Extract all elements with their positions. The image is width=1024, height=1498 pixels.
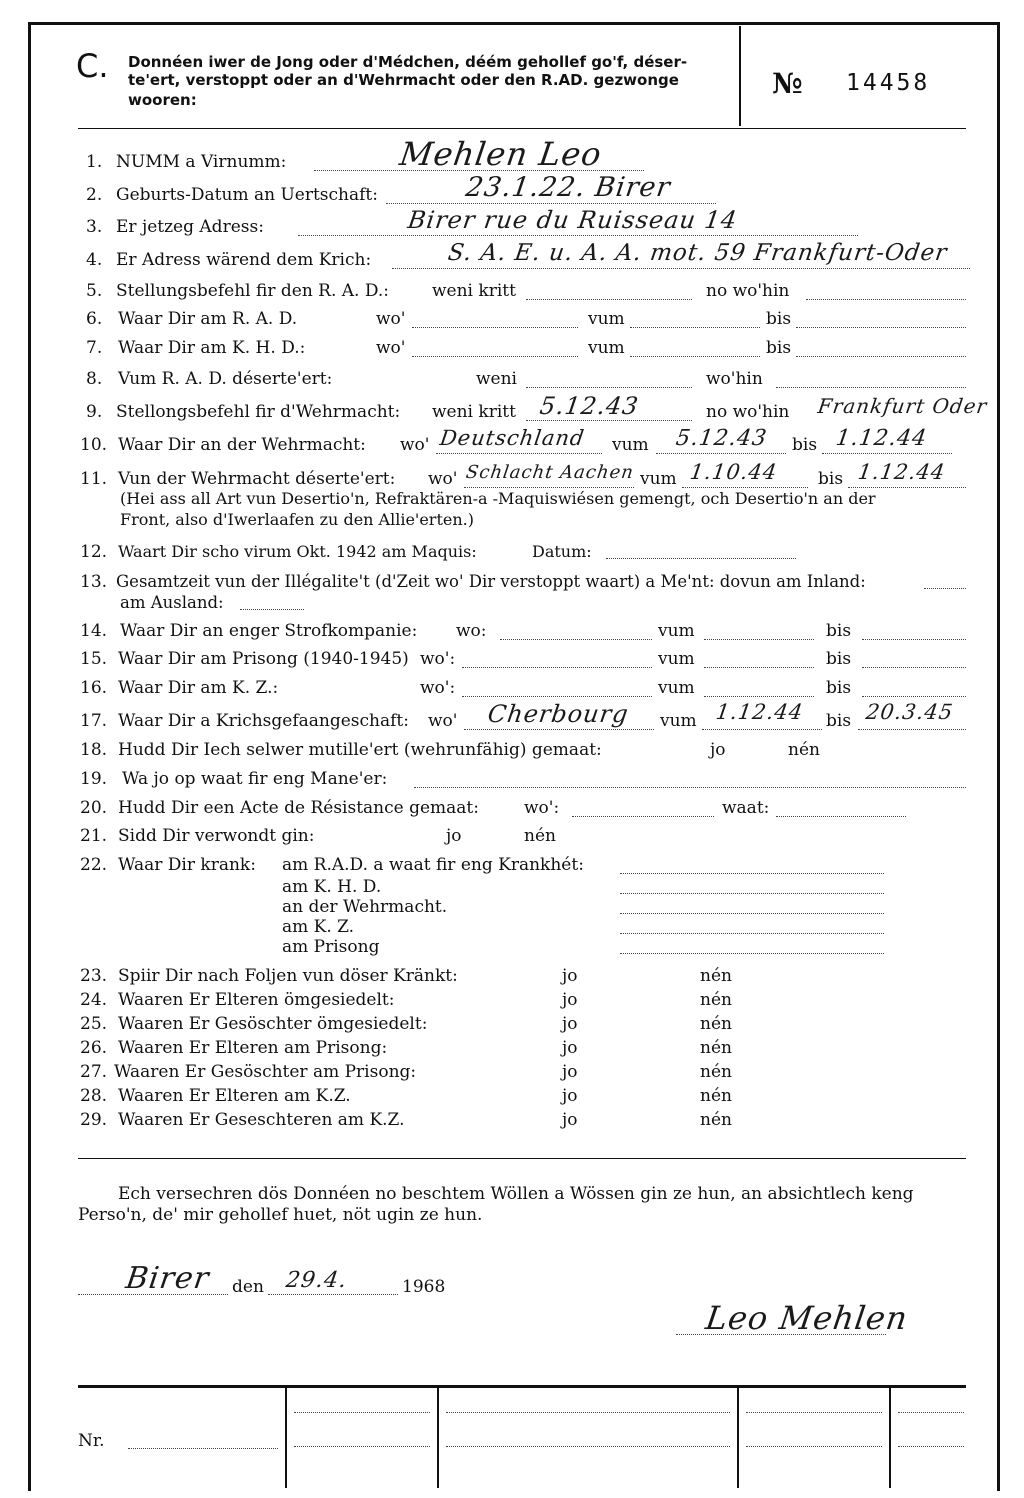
row-14-bis: bis: [826, 621, 852, 641]
row-16-bis-line: [862, 696, 966, 697]
row-5-weni-kritt: weni kritt: [432, 281, 516, 301]
row-29-jo: jo: [562, 1110, 578, 1130]
row-13-label: Gesamtzeit vun der Illégalite't (d'Zeit wo' Dir verstoppt waart) a Me'nt: dovun am Inland:: [116, 572, 866, 591]
row-14-label: Waar Dir an enger Strofkompanie:: [120, 621, 418, 641]
row-16-wo: wo':: [420, 678, 456, 698]
row-25-number: 25.: [80, 1014, 108, 1034]
footer-field-2a: [446, 1412, 730, 1413]
footer-nr-label: Nr.: [78, 1431, 105, 1451]
row-15-bis: bis: [826, 649, 852, 669]
row-22-kz-line: [620, 933, 884, 934]
row-15-wo-line: [462, 667, 652, 668]
row-25-label: Waaren Er Gesöschter ömgesiedelt:: [118, 1014, 428, 1034]
row-23-nen: nén: [700, 966, 732, 986]
row-14-number: 14.: [80, 621, 108, 641]
row-20-waat-line: [776, 816, 906, 817]
row-27-jo: jo: [562, 1062, 578, 1082]
date-year: 1968: [402, 1277, 446, 1297]
row-15-number: 15.: [80, 649, 108, 669]
row-4-number: 4.: [86, 250, 103, 270]
footer-nr-line: [128, 1448, 278, 1449]
date-handwritten: 29.4.: [284, 1268, 349, 1293]
row-3-handwritten-address: Birer rue du Ruisseau 14: [406, 206, 740, 234]
row-6-vum: vum: [588, 309, 625, 329]
row-26-nen: nén: [700, 1038, 732, 1058]
row-8-wohin-line: [776, 387, 966, 388]
row-17-wo-line: [464, 729, 654, 730]
place-handwritten: Birer: [123, 1261, 212, 1296]
row-19-number: 19.: [80, 769, 108, 789]
row-9-date-line: [526, 420, 692, 421]
row-6-wo: wo': [376, 309, 406, 329]
row-7-wo-line: [412, 356, 578, 357]
row-20-number: 20.: [80, 798, 108, 818]
row-11-bis: bis: [818, 469, 844, 489]
row-22-prisong-line: [620, 953, 884, 954]
header-divider: [739, 26, 741, 126]
footer-field-3a: [746, 1412, 882, 1413]
footer-col-4: [889, 1388, 891, 1488]
row-12-datum: Datum:: [532, 542, 592, 561]
footer-field-1b: [294, 1446, 430, 1447]
row-22-sub-kz: am K. Z.: [282, 917, 355, 937]
row-11-wo: wo': [428, 469, 458, 489]
row-6-bis-line: [796, 327, 966, 328]
row-25-nen: nén: [700, 1014, 732, 1034]
row-7-label: Waar Dir am K. H. D.:: [118, 338, 306, 358]
row-21-number: 21.: [80, 826, 108, 846]
section-letter: C.: [76, 47, 109, 85]
row-6-label: Waar Dir am R. A. D.: [118, 309, 298, 329]
row-29-label: Waaren Er Geseschteren am K.Z.: [118, 1110, 405, 1130]
row-29-number: 29.: [80, 1110, 108, 1130]
row-24-nen: nén: [700, 990, 732, 1010]
row-14-wo: wo:: [456, 621, 487, 641]
footer-field-1a: [294, 1412, 430, 1413]
row-21-jo: jo: [446, 826, 462, 846]
row-20-label: Hudd Dir een Acte de Résistance gemaat:: [118, 798, 479, 818]
row-18-label: Hudd Dir Iech selwer mutille'ert (wehrunfähig) gemaat:: [118, 740, 602, 760]
footer-field-4a: [898, 1412, 964, 1413]
row-5-wohin-line: [806, 299, 966, 300]
row-8-weni-line: [526, 387, 692, 388]
row-15-wo: wo':: [420, 649, 456, 669]
row-9-handwritten-date: 5.12.43: [538, 392, 641, 420]
row-5-label: Stellungsbefehl fir den R. A. D.:: [116, 281, 390, 301]
row-2-handwritten-birth: 23.1.22. Birer: [463, 172, 673, 203]
row-7-wo: wo': [376, 338, 406, 358]
row-17-number: 17.: [80, 711, 108, 731]
row-22-wehrmacht-line: [620, 913, 884, 914]
row-16-wo-line: [462, 696, 652, 697]
footer-field-3b: [746, 1446, 882, 1447]
row-3-label: Er jetzeg Adress:: [116, 217, 264, 237]
row-5-wohin: no wo'hin: [706, 281, 790, 301]
footer-col-3: [737, 1388, 739, 1488]
row-23-number: 23.: [80, 966, 108, 986]
row-22-number: 22.: [80, 855, 108, 875]
header-rule: [78, 128, 966, 129]
row-18-nen: nén: [788, 740, 820, 760]
header-intro-line-1: Donnéen iwer de Jong oder d'Médchen, déém gehollef go'f, déser-: [128, 53, 688, 71]
header-intro-line-2: te'ert, verstoppt oder an d'Wehrmacht oder den R.AD. gezwonge: [128, 71, 679, 89]
row-6-vum-line: [630, 327, 760, 328]
row-6-wo-line: [412, 327, 578, 328]
row-8-label: Vum R. A. D. déserte'ert:: [118, 369, 333, 389]
row-14-vum-line: [704, 639, 814, 640]
row-22-sub-prisong: am Prisong: [282, 937, 380, 957]
row-18-number: 18.: [80, 740, 108, 760]
row-10-handwritten-place: Deutschland: [438, 426, 587, 450]
row-29-nen: nén: [700, 1110, 732, 1130]
row-11-wo-line: [464, 487, 634, 488]
row-13-ausland: am Ausland:: [120, 593, 224, 612]
row-9-wohin: no wo'hin: [706, 402, 790, 422]
row-28-label: Waaren Er Elteren am K.Z.: [118, 1086, 351, 1106]
row-20-waat: waat:: [722, 798, 770, 818]
row-17-handwritten-to: 20.3.45: [864, 700, 955, 724]
row-17-label: Waar Dir a Krichsgefaangeschaft:: [118, 711, 409, 731]
row-11-vum-line: [682, 487, 808, 488]
row-11-handwritten-from: 1.10.44: [688, 460, 779, 484]
number-label: №: [772, 67, 803, 100]
footer-rule: [78, 1385, 966, 1388]
row-17-vum: vum: [660, 711, 697, 731]
row-21-nen: nén: [524, 826, 556, 846]
row-3-number: 3.: [86, 217, 103, 237]
row-1-label: NUMM a Virnumm:: [116, 152, 287, 172]
row-12-datum-line: [606, 558, 796, 559]
row-17-handwritten-from: 1.12.44: [714, 700, 805, 724]
row-8-weni: weni: [476, 369, 517, 389]
row-15-label: Waar Dir am Prisong (1940-1945): [118, 649, 409, 669]
row-11-label: Vun der Wehrmacht déserte'ert:: [118, 469, 396, 489]
row-24-number: 24.: [80, 990, 108, 1010]
footer-col-2: [437, 1388, 439, 1488]
row-2-field-line: [386, 203, 716, 204]
row-9-weni-kritt: weni kritt: [432, 402, 516, 422]
row-9-handwritten-destination: Frankfurt Oder: [816, 394, 989, 418]
row-26-jo: jo: [562, 1038, 578, 1058]
row-27-nen: nén: [700, 1062, 732, 1082]
row-11-handwritten-to: 1.12.44: [856, 460, 947, 484]
row-11-vum: vum: [640, 469, 677, 489]
row-20-wo-line: [572, 816, 714, 817]
row-23-jo: jo: [562, 966, 578, 986]
row-28-number: 28.: [80, 1086, 108, 1106]
row-1-handwritten-name: Mehlen Leo: [397, 135, 605, 173]
row-7-vum-line: [630, 356, 760, 357]
row-10-handwritten-from: 5.12.43: [674, 426, 769, 451]
row-17-wo: wo': [428, 711, 458, 731]
footer-col-1: [285, 1388, 287, 1488]
row-17-vum-line: [702, 729, 822, 730]
row-22-sub-khd: am K. H. D.: [282, 877, 382, 897]
row-6-bis: bis: [766, 309, 792, 329]
row-4-field-line: [392, 268, 970, 269]
row-7-bis-line: [796, 356, 966, 357]
row-11-note-line-1: (Hei ass all Art vun Desertio'n, Refraktären-a -Maquiswiésen gemengt, och Desertio'n an der: [120, 489, 876, 508]
row-16-vum-line: [704, 696, 814, 697]
row-16-bis: bis: [826, 678, 852, 698]
row-2-number: 2.: [86, 185, 103, 205]
row-1-number: 1.: [86, 152, 103, 172]
row-7-bis: bis: [766, 338, 792, 358]
form-number: 14458: [846, 70, 931, 96]
row-10-bis: bis: [792, 435, 818, 455]
row-14-vum: vum: [658, 621, 695, 641]
row-9-number: 9.: [86, 402, 103, 422]
row-12-number: 12.: [80, 542, 108, 562]
row-16-label: Waar Dir am K. Z.:: [118, 678, 279, 698]
row-22-khd-line: [620, 893, 884, 894]
row-10-wo: wo': [400, 435, 430, 455]
row-12-label: Waart Dir scho virum Okt. 1942 am Maquis:: [118, 542, 477, 561]
row-7-vum: vum: [588, 338, 625, 358]
row-4-label: Er Adress wärend dem Krich:: [116, 250, 372, 270]
row-11-number: 11.: [80, 469, 108, 489]
footer-field-4b: [898, 1446, 964, 1447]
row-8-wohin: wo'hin: [706, 369, 763, 389]
row-13-number: 13.: [80, 572, 108, 592]
row-6-number: 6.: [86, 309, 103, 329]
row-7-number: 7.: [86, 338, 103, 358]
row-28-jo: jo: [562, 1086, 578, 1106]
row-19-label: Wa jo op waat fir eng Mane'er:: [122, 769, 388, 789]
row-24-label: Waaren Er Elteren ömgesiedelt:: [118, 990, 395, 1010]
row-28-nen: nén: [700, 1086, 732, 1106]
row-5-number: 5.: [86, 281, 103, 301]
row-10-wo-line: [436, 453, 602, 454]
row-26-label: Waaren Er Elteren am Prisong:: [118, 1038, 388, 1058]
declaration-line-1: Ech versechren dös Donnéen no beschtem Wöllen a Wössen gin ze hun, an absichtlech keng: [118, 1184, 914, 1204]
row-10-handwritten-to: 1.12.44: [834, 426, 929, 451]
row-11-handwritten-place: Schlacht Aachen: [464, 462, 636, 483]
row-15-vum-line: [704, 667, 814, 668]
row-14-wo-line: [500, 639, 652, 640]
row-27-number: 27.: [80, 1062, 108, 1082]
row-24-jo: jo: [562, 990, 578, 1010]
row-19-field-line: [414, 787, 966, 788]
row-10-bis-line: [822, 453, 952, 454]
row-13-ausland-line: [240, 609, 304, 610]
row-22-sub-rad: am R.A.D. a waat fir eng Krankhét:: [282, 855, 584, 875]
row-18-jo: jo: [710, 740, 726, 760]
footer-field-2b: [446, 1446, 730, 1447]
row-10-label: Waar Dir an der Wehrmacht:: [118, 435, 366, 455]
row-11-bis-line: [848, 487, 966, 488]
questions-end-rule: [78, 1158, 966, 1159]
row-2-label: Geburts-Datum an Uertschaft:: [116, 185, 378, 205]
row-23-label: Spiir Dir nach Foljen vun döser Kränkt:: [118, 966, 458, 986]
row-14-bis-line: [862, 639, 966, 640]
row-10-vum: vum: [612, 435, 649, 455]
row-20-wo: wo':: [524, 798, 560, 818]
row-16-number: 16.: [80, 678, 108, 698]
row-22-sub-wehrmacht: an der Wehrmacht.: [282, 897, 448, 917]
row-13-inland-line: [924, 588, 966, 589]
row-25-jo: jo: [562, 1014, 578, 1034]
row-10-number: 10.: [80, 435, 108, 455]
row-10-vum-line: [656, 453, 786, 454]
header-intro-line-3: wooren:: [128, 91, 197, 109]
row-3-field-line: [298, 235, 858, 236]
row-11-note-line-2: Front, also d'Iwerlaafen zu den Allie'erten.): [120, 510, 474, 529]
row-22-label: Waar Dir krank:: [118, 855, 256, 875]
date-line: [268, 1294, 398, 1295]
row-27-label: Waaren Er Gesöschter am Prisong:: [114, 1062, 417, 1082]
row-17-bis: bis: [826, 711, 852, 731]
row-16-vum: vum: [658, 678, 695, 698]
row-9-label: Stellongsbefehl fir d'Wehrmacht:: [116, 402, 401, 422]
row-21-label: Sidd Dir verwondt gin:: [118, 826, 315, 846]
row-15-vum: vum: [658, 649, 695, 669]
row-17-bis-line: [858, 729, 966, 730]
row-4-handwritten-war-address: S. A. E. u. A. A. mot. 59 Frankfurt-Oder: [446, 240, 950, 266]
row-17-handwritten-place: Cherbourg: [486, 700, 631, 728]
row-26-number: 26.: [80, 1038, 108, 1058]
declaration-line-2: Perso'n, de' mir gehollef huet, nöt ugin ze hun.: [78, 1205, 483, 1225]
signature: Leo Mehlen: [703, 1299, 911, 1337]
date-den: den: [232, 1277, 264, 1297]
row-22-rad-line: [620, 873, 884, 874]
row-15-bis-line: [862, 667, 966, 668]
row-5-date-line: [526, 299, 692, 300]
row-8-number: 8.: [86, 369, 103, 389]
